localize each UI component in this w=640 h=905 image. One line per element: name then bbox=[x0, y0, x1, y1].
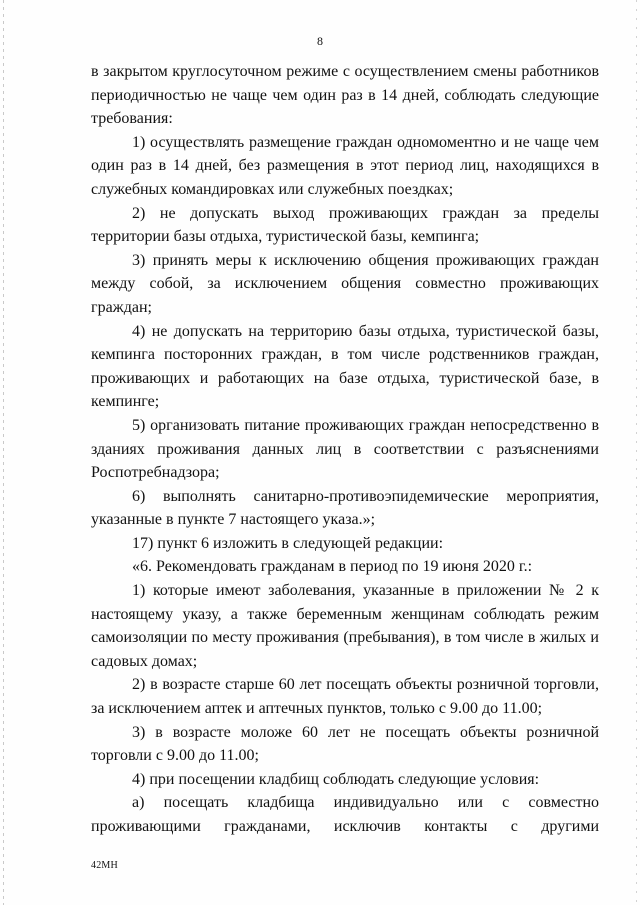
paragraph: в закрытом круглосуточном режиме с осуществлением смены работников периодичностью не чаще чем один раз в 14 дней, соблюдать следующие требования: bbox=[91, 63, 599, 128]
paragraph: а) посещать кладбища индивидуально или с совместно проживающими гражданами, исключив контакты с другими bbox=[91, 794, 599, 835]
document-body bbox=[91, 60, 599, 839]
paragraph: 3) принять меры к исключению общения проживающих граждан между собой, за исключением общения совместно проживающих граждан; bbox=[91, 251, 599, 316]
paragraph: 2) в возрасте старше 60 лет посещать объекты розничной торговли, за исключением аптек и аптечных пунктов, только с 9.00 до 11.00; bbox=[91, 676, 599, 718]
paragraph: 3) в возрасте моложе 60 лет не посещать объекты розничной торговли с 9.00 до 11.00; bbox=[91, 723, 599, 765]
paragraph: 4) при посещении кладбищ соблюдать следующие условия: bbox=[132, 770, 540, 788]
scan-edge-right bbox=[636, 0, 637, 905]
paragraph: 17) пункт 6 изложить в следующей редакции: bbox=[132, 534, 444, 552]
paragraph: 6) выполнять санитарно-противоэпидемические мероприятия, указанные в пункте 7 настоящего указа.»; bbox=[91, 487, 599, 529]
paragraph: 1) осуществлять размещение граждан одномоментно и не чаще чем один раз в 14 дней, без размещения в этот период лиц, находящихся в служебных командировках или служебных поездках; bbox=[91, 133, 599, 198]
paragraph: 2) не допускать выход проживающих граждан за пределы территории базы отдыха, туристической базы, кемпинга; bbox=[91, 204, 599, 246]
footer-code: 42МН bbox=[91, 860, 118, 871]
paragraph: 4) не допускать на территорию базы отдыха, туристической базы, кемпинга посторонних граждан, в том числе родственников граждан, проживающих и работающих на базе отдыха, туристической базе, в кемпинге; bbox=[91, 322, 599, 411]
page-number: 8 bbox=[317, 34, 323, 48]
scan-edge-left bbox=[3, 0, 4, 905]
paragraph: «6. Рекомендовать гражданам в период по 19 июня 2020 г.: bbox=[132, 558, 533, 576]
paragraph: 5) организовать питание проживающих граждан непосредственно в зданиях проживания данных лиц в соответствии с разъяснениями Роспотребнадзора; bbox=[91, 416, 599, 482]
paragraph: 1) которые имеют заболевания, указанные в приложении № 2 к настоящему указу, а также беременным женщинам соблюдать режим самоизоляции по месту проживания (пребывания), в том числе в жилых и садовых домах; bbox=[91, 582, 599, 670]
